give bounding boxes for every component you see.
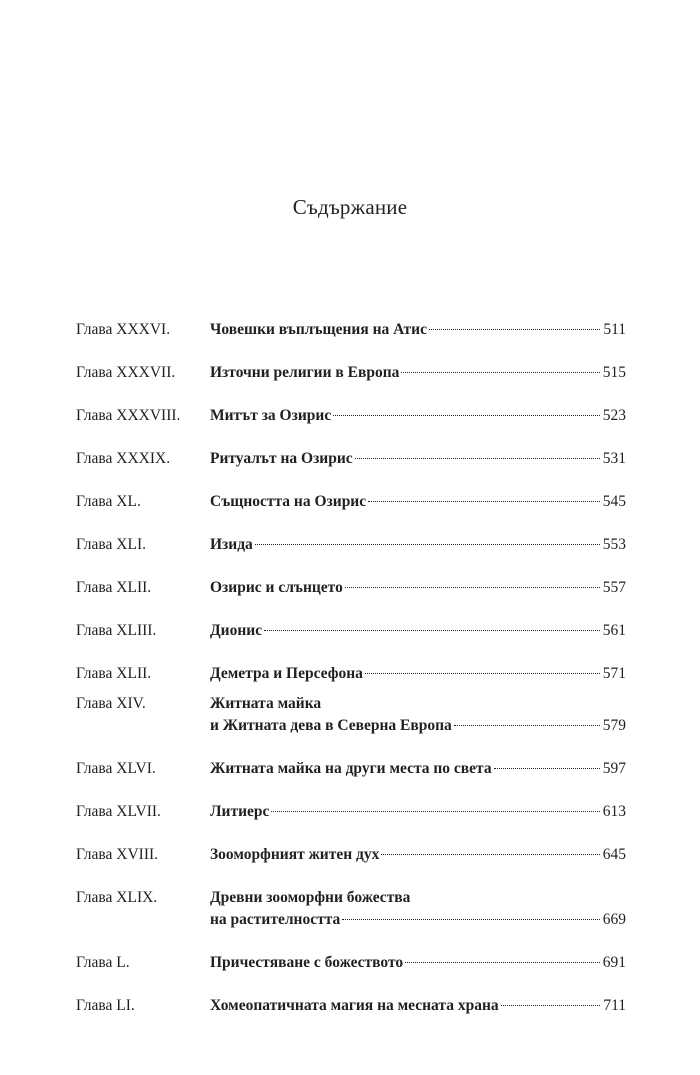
page-number: 561: [602, 622, 626, 639]
chapter-label: Глава XIV.: [76, 695, 146, 712]
chapter-label: Глава XXXVII.: [76, 364, 176, 381]
chapter-entry: [210, 952, 626, 974]
chapter-label: Глава XLII.: [76, 579, 152, 596]
chapter-entry: [210, 620, 626, 642]
page-number: 645: [602, 846, 626, 863]
page-number: 571: [602, 665, 626, 682]
dot-leader: [494, 768, 600, 769]
dot-leader: [381, 854, 599, 855]
dot-leader: [501, 1005, 601, 1006]
chapter-entry: [210, 319, 626, 341]
chapter-entry: [210, 801, 626, 823]
chapter-entry: [210, 887, 626, 931]
chapter-title: Житната майка: [210, 695, 322, 712]
dot-leader: [264, 630, 600, 631]
chapter-title: Дионис: [210, 622, 263, 639]
chapter-title-line: [210, 909, 626, 931]
chapter-label: Глава XVIII.: [76, 846, 159, 863]
chapter-entry: [210, 448, 626, 470]
chapter-title-line: [210, 319, 626, 341]
chapter-title: Същността на Озирис: [210, 493, 367, 510]
page-number: 597: [602, 760, 626, 777]
dot-leader: [454, 725, 600, 726]
dot-leader: [429, 329, 600, 330]
chapter-title-line: [210, 362, 626, 384]
chapter-label: Глава XL.: [76, 493, 141, 510]
chapter-entry: [210, 362, 626, 384]
chapter-title: Литиерс: [210, 803, 270, 820]
chapter-entry: [210, 405, 626, 427]
page-number: 613: [602, 803, 626, 820]
chapter-title-line: [210, 534, 626, 556]
chapter-label: Глава XXXIX.: [76, 450, 171, 467]
dot-leader: [342, 919, 599, 920]
chapter-title-line: [210, 715, 626, 737]
chapter-title-line: [210, 952, 626, 974]
chapter-entry: [210, 693, 626, 737]
chapter-label: Глава XLIX.: [76, 889, 158, 906]
dot-leader: [271, 811, 599, 812]
chapter-title: на растителността: [210, 911, 341, 928]
chapter-title: Деметра и Персефона: [210, 665, 363, 682]
page-number: 557: [602, 579, 626, 596]
chapter-title: Озирис и слънцето: [210, 579, 343, 596]
dot-leader: [405, 962, 600, 963]
dot-leader: [345, 587, 600, 588]
chapter-label: Глава XLVI.: [76, 760, 156, 777]
chapter-title-line: [210, 844, 626, 866]
chapter-title: Източни религии в Европа: [210, 364, 400, 381]
chapter-label: Глава L.: [76, 954, 130, 971]
chapter-label: Глава XLI.: [76, 536, 146, 553]
chapter-entry: [210, 844, 626, 866]
chapter-title: Хомеопатичната магия на месната храна: [210, 997, 499, 1014]
chapter-title: Причестяване с божеството: [210, 954, 404, 971]
dot-leader: [355, 458, 600, 459]
chapter-label: Глава XLII.: [76, 665, 152, 682]
chapter-title: Древни зооморфни божества: [210, 889, 411, 906]
dot-leader: [333, 415, 600, 416]
chapter-title-line: [210, 448, 626, 470]
chapter-title: Зооморфният житен дух: [210, 846, 380, 863]
chapter-label: Глава XXXVI.: [76, 321, 171, 338]
chapter-title-line: [210, 405, 626, 427]
chapter-entry: [210, 758, 626, 780]
page-number: 523: [602, 407, 626, 424]
page-number: 515: [602, 364, 626, 381]
chapter-label: Глава XLIII.: [76, 622, 157, 639]
page-title: Съдържание: [292, 195, 408, 219]
dot-leader: [401, 372, 599, 373]
chapter-entry: [210, 534, 626, 556]
chapter-title: Изида: [210, 536, 253, 553]
page-number: 579: [602, 717, 626, 734]
chapter-title: Ритуалът на Озирис: [210, 450, 353, 467]
chapter-title: Човешки въплъщения на Атис: [210, 321, 427, 338]
chapter-title-line: [210, 577, 626, 599]
dot-leader: [368, 501, 600, 502]
page-number: 669: [602, 911, 626, 928]
chapter-label: Глава LI.: [76, 997, 135, 1014]
page-number: 531: [602, 450, 626, 467]
page-number: 691: [602, 954, 626, 971]
chapter-entry: [210, 577, 626, 599]
chapter-title: Митът за Озирис: [210, 407, 332, 424]
chapter-label: Глава XXXVIII.: [76, 407, 181, 424]
page-number: 511: [603, 321, 626, 338]
page-number: 553: [602, 536, 626, 553]
chapter-title-line: [210, 995, 626, 1017]
dot-leader: [365, 673, 600, 674]
chapter-title: Житната майка на други места по света: [210, 760, 492, 777]
dot-leader: [255, 544, 600, 545]
chapter-entry: [210, 491, 626, 513]
chapter-title: и Житната дева в Северна Европа: [210, 717, 452, 734]
page-number: 545: [602, 493, 626, 510]
chapter-label: Глава XLVII.: [76, 803, 161, 820]
chapter-title-line: [210, 758, 626, 780]
chapter-entry: [210, 663, 626, 685]
chapter-title-line: [210, 801, 626, 823]
chapter-title-line: [210, 620, 626, 642]
chapter-title-line: [210, 491, 626, 513]
page-number: 711: [603, 997, 626, 1014]
chapter-title-line: [210, 663, 626, 685]
chapter-entry: [210, 995, 626, 1017]
